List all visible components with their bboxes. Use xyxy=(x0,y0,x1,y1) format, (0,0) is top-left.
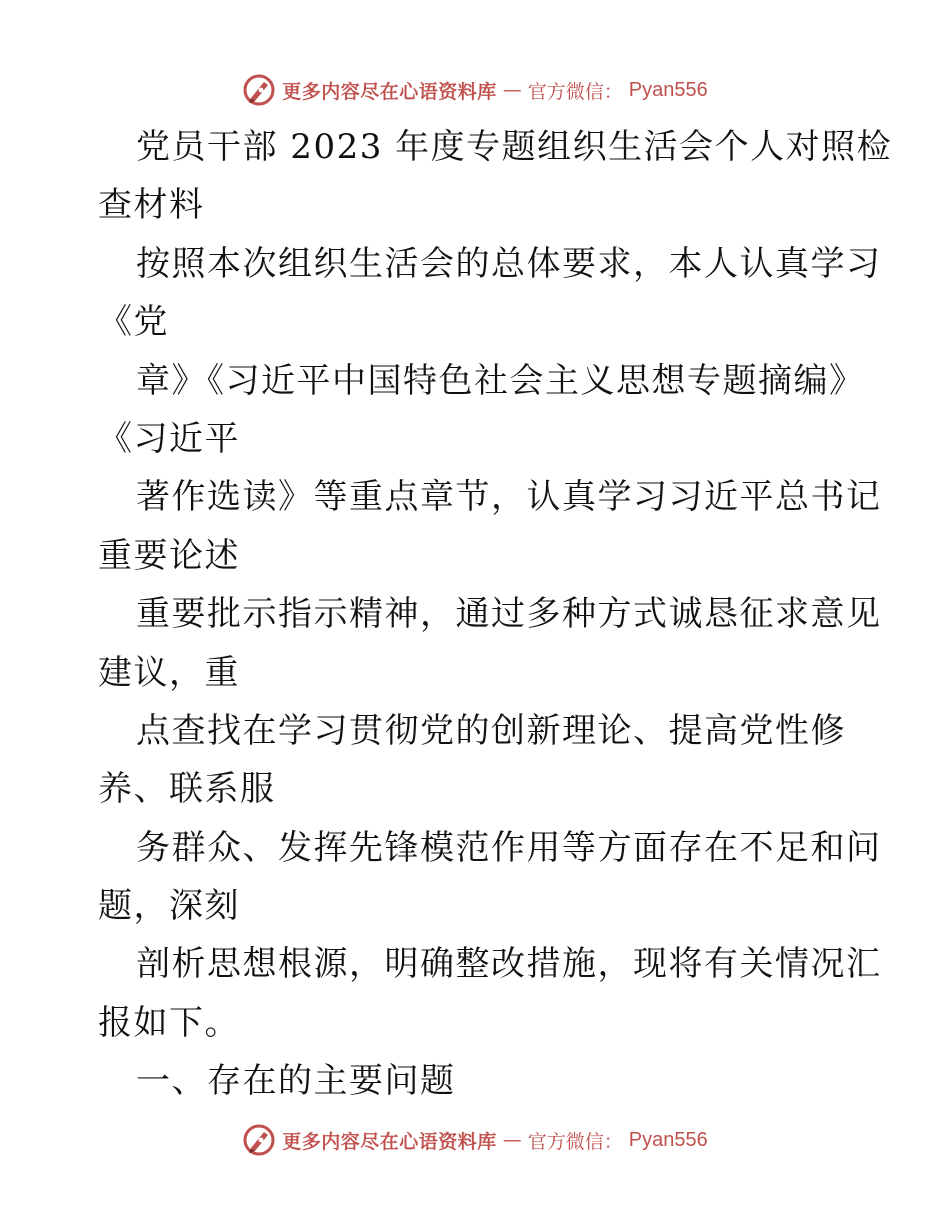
footer-dash: — xyxy=(502,1129,522,1151)
body-line: 《党 xyxy=(98,302,169,343)
body-line: 党员干部 2023 年度专题组织生活会个人对照检 xyxy=(136,127,893,167)
body-line: 按照本次组织生活会的总体要求，本人认真学习 xyxy=(136,243,882,284)
body-line: 建议，重 xyxy=(98,652,240,693)
pen-logo-icon xyxy=(242,73,276,107)
body-line: 剖析思想根源，明确整改措施，现将有关情况汇 xyxy=(136,944,882,985)
header-wechat-label: 官方微信： xyxy=(527,80,623,103)
footer-brand-text: 更多内容尽在心语资料库 xyxy=(282,1130,497,1153)
header-dash: — xyxy=(502,79,522,101)
footer-watermark xyxy=(0,1118,950,1162)
footer-wechat-handle: Pyan556 xyxy=(628,1128,708,1151)
body-line: 点查找在学习贯彻党的创新理论、提高党性修 xyxy=(136,710,846,751)
body-line: 重要批示指示精神，通过多种方式诚恳征求意见 xyxy=(136,594,882,635)
body-line: 报如下。 xyxy=(98,1002,240,1043)
pen-logo-icon xyxy=(242,1123,276,1157)
body-line: 著作选读》等重点章节，认真学习习近平总书记 xyxy=(136,477,882,518)
body-line: 《习近平 xyxy=(98,418,240,459)
section-heading: 一、存在的主要问题 xyxy=(136,1061,456,1102)
footer-wechat-label: 官方微信： xyxy=(527,1130,623,1153)
document-body xyxy=(98,118,893,1111)
body-line: 务群众、发挥先锋模范作用等方面存在不足和问 xyxy=(136,827,882,868)
body-line: 章》《习近平中国特色社会主义思想专题摘编》 xyxy=(136,360,865,401)
body-line: 重要论述 xyxy=(98,535,240,576)
body-line: 查材料 xyxy=(98,185,205,226)
header-brand-text: 更多内容尽在心语资料库 xyxy=(282,80,497,103)
body-line: 题，深刻 xyxy=(98,886,240,927)
header-wechat-handle: Pyan556 xyxy=(628,78,708,101)
body-line: 养、联系服 xyxy=(98,769,276,810)
header-watermark xyxy=(0,68,950,112)
